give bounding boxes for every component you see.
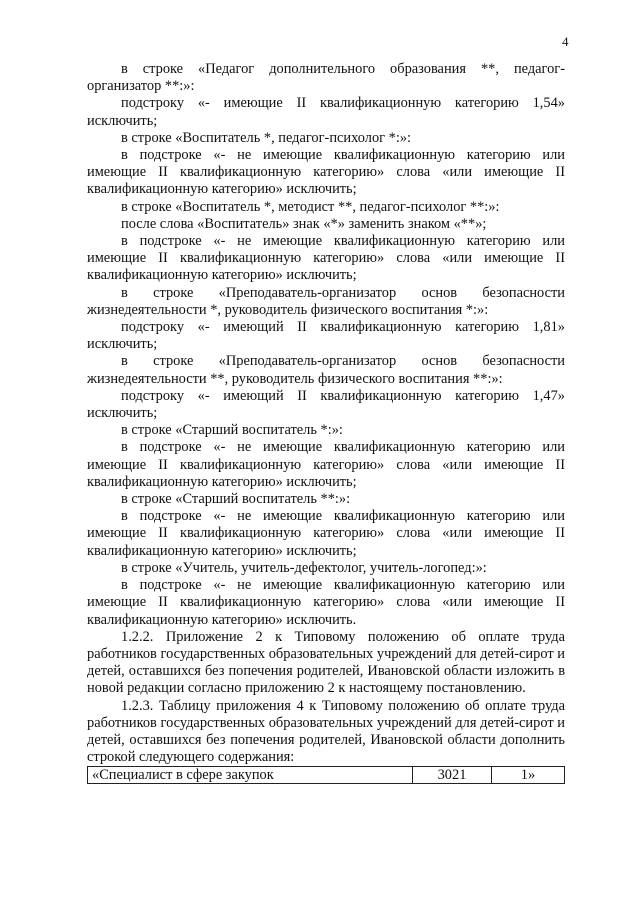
paragraph: подстроку «- имеющий II квалификационную категорию 1,81» исключить; <box>87 319 565 353</box>
added-row-table <box>87 766 565 784</box>
paragraph: 1.2.2. Приложение 2 к Типовому положению об оплате труда работников государственных образовательных учреждений для детей-сирот и детей, оставшихся без попечения родителей, Ивановской области изложить в новой редакции согласно приложению 2 к настоящему постановлению. <box>87 628 565 697</box>
paragraph: подстроку «- имеющие II квалификационную категорию 1,54» исключить; <box>87 95 565 129</box>
paragraph: в подстроке «- не имеющие квалификационную категорию или имеющие II квалификационную категорию» слова «или имеющие II квалификационную категорию» исключить; <box>87 233 565 284</box>
paragraph: после слова «Воспитатель» знак «*» заменить знаком «**»; <box>121 215 487 232</box>
paragraph: в строке «Преподаватель-организатор основ безопасности жизнедеятельности **, руководитель физического воспитания **:»: <box>87 353 565 387</box>
paragraph: в подстроке «- не имеющие квалификационную категорию или имеющие II квалификационную категорию» слова «или имеющие II квалификационную категорию» исключить; <box>87 439 565 490</box>
paragraph: в строке «Воспитатель *, методист **, педагог-психолог **:»: <box>121 198 500 215</box>
paragraph: в строке «Педагог дополнительного образования **, педагог-организатор **:»: <box>87 61 565 95</box>
paragraph: в строке «Преподаватель-организатор основ безопасности жизнедеятельности *, руководитель физического воспитания *:»: <box>87 284 565 318</box>
paragraph: в подстроке «- не имеющие квалификационную категорию или имеющие II квалификационную категорию» слова «или имеющие II квалификационную категорию» исключить. <box>87 577 565 628</box>
paragraph: в строке «Старший воспитатель **:»: <box>121 491 351 508</box>
paragraph: в подстроке «- не имеющие квалификационную категорию или имеющие II квалификационную категорию» слова «или имеющие II квалификационную категорию» исключить; <box>87 508 565 559</box>
table-cell-code: 3021 <box>413 767 492 784</box>
page-number: 4 <box>562 34 569 49</box>
paragraph: 1.2.3. Таблицу приложения 4 к Типовому положению об оплате труда работников государственных образовательных учреждений для детей-сирот и детей, оставшихся без попечения родителей, Ивановской области дополнить строкой следующего содержания: <box>87 697 565 766</box>
document-body <box>87 61 565 784</box>
paragraph: в строке «Воспитатель *, педагог-психолог *:»: <box>121 129 412 146</box>
paragraph: подстроку «- имеющий II квалификационную категорию 1,47» исключить; <box>87 387 565 422</box>
table-cell-value: 1» <box>492 767 565 784</box>
table-cell-position: «Специалист в сфере закупок <box>88 767 413 784</box>
paragraph: в строке «Учитель, учитель-дефектолог, учитель-логопед:»: <box>121 559 487 576</box>
paragraph: в строке «Старший воспитатель *:»: <box>121 422 343 439</box>
paragraph: в подстроке «- не имеющие квалификационную категорию или имеющие II квалификационную категорию» слова «или имеющие II квалификационную категорию» исключить; <box>87 147 565 198</box>
table-row <box>88 767 565 784</box>
